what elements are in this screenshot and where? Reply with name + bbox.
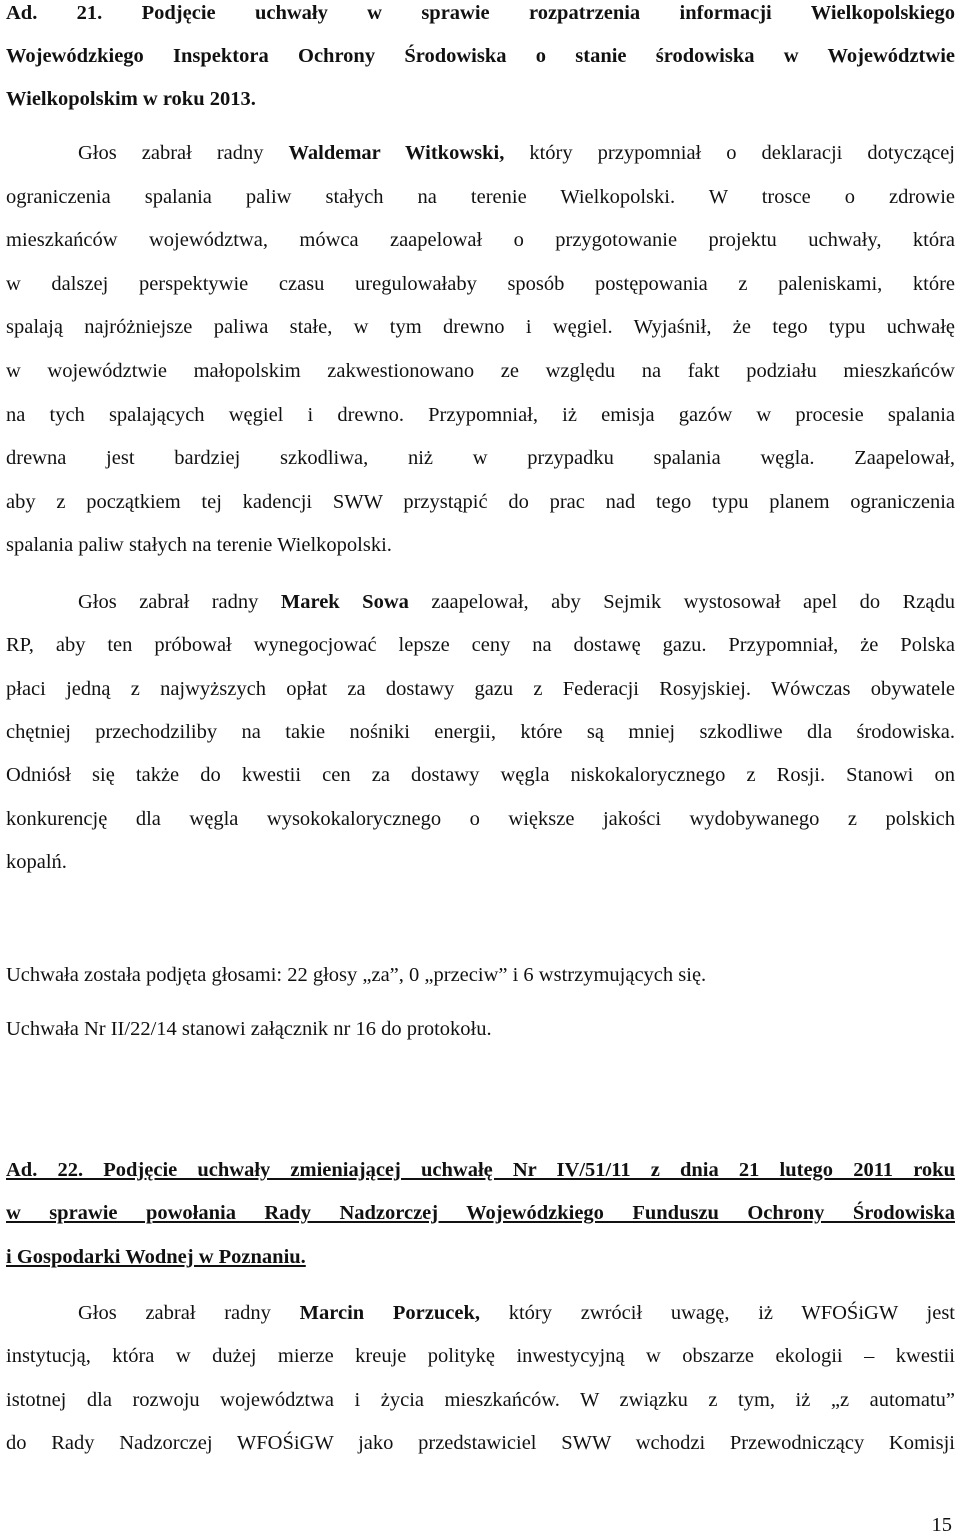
ad21-p1-line-5: spalają najróżniejsze paliwa stałe, w tym drewno i węgiel. Wyjaśnił, że tego typu uchwałę [6,316,955,338]
ad22-heading-line-3: i Gospodarki Wodnej w Poznaniu. [6,1246,306,1268]
ad22-p1-line-4: do Rady Nadzorczej WFOŚiGW jako przedstawiciel SWW wchodzi Przewodniczący Komisji [6,1432,955,1454]
ad21-p1-line-10: spalania paliw stałych na terenie Wielkopolski. [6,534,392,556]
ad21-p2-line-7: kopalń. [6,851,67,873]
ad21-p1-prefix: Głos zabrał radny [78,142,289,164]
ad21-p1-line-9: aby z początkiem tej kadencji SWW przystąpić do prac nad tego typu planem ograniczenia [6,491,955,513]
ad21-p2-suffix: zaapelował, aby Sejmik wystosował apel do Rządu [408,591,955,613]
ad22-heading-line-2: w sprawie powołania Rady Nadzorczej Wojewódzkiego Funduszu Ochrony Środowiska [6,1202,955,1224]
ad22-p1-line-3: istotnej dla rozwoju województwa i życia mieszkańców. W związku z tym, iż „z automatu” [6,1389,955,1411]
ad21-p1-suffix: który przypomniał o deklaracji dotyczącej [504,142,955,164]
ad21-p1-line-7: na tych spalających węgiel i drewno. Przypomniał, iż emisja gazów w procesie spalania [6,404,955,426]
speaker-name: Waldemar Witkowski, [288,142,505,164]
ad21-p2-line-4: chętniej przechodziliby na takie nośniki energii, które są mniej szkodliwe dla środowiska. [6,721,955,743]
ad21-p1-line-4: w dalszej perspektywie czasu uregulowałaby sposób postępowania z paleniskami, które [6,273,955,295]
ad21-p2-line-1 [78,589,955,615]
ad22-p1-prefix: Głos zabrał radny [78,1302,300,1324]
ad21-heading-line-1: Ad. 21. Podjęcie uchwały w sprawie rozpatrzenia informacji Wielkopolskiego [6,2,955,24]
ad21-p1-line-6: w województwie małopolskim zakwestionowano ze względu na fakt podziału mieszkańców [6,360,955,382]
resolution-reference: Uchwała Nr II/22/14 stanowi załącznik nr 16 do protokołu. [6,1018,492,1040]
ad22-heading-line-1: Ad. 22. Podjęcie uchwały zmieniającej uchwałę Nr IV/51/11 z dnia 21 lutego 2011 roku [6,1159,955,1181]
ad21-p1-line-2: ograniczenia spalania paliw stałych na terenie Wielkopolski. W trosce o zdrowie [6,186,955,208]
ad21-p1-line-8: drewna jest bardziej szkodliwa, niż w przypadku spalania węgla. Zaapelował, [6,447,955,469]
ad22-p1-suffix: który zwrócił uwagę, iż WFOŚiGW jest [479,1302,955,1324]
ad21-p1-line-3: mieszkańców województwa, mówca zaapelował o przygotowanie projektu uchwały, która [6,229,955,251]
ad21-p2-line-6: konkurencję dla węgla wysokokalorycznego o większe jakości wydobywanego z polskich [6,808,955,830]
ad21-p2-prefix: Głos zabrał radny [78,591,281,613]
ad21-heading-line-2: Wojewódzkiego Inspektora Ochrony Środowiska o stanie środowiska w Województwie [6,45,955,67]
vote-result: Uchwała została podjęta głosami: 22 głosy „za”, 0 „przeciw” i 6 wstrzymujących się. [6,964,707,986]
page-number: 15 [931,1514,952,1536]
ad22-p1-line-2: instytucją, która w dużej mierze kreuje politykę inwestycyjną w obszarze ekologii – kwestii [6,1345,955,1367]
ad21-p2-line-2: RP, aby ten próbował wynegocjować lepsze ceny na dostawę gazu. Przypomniał, że Polska [6,634,955,656]
ad21-heading-line-3: Wielkopolskim w roku 2013. [6,88,256,110]
ad21-p1-line-1 [78,140,955,166]
speaker-name: Marcin Porzucek, [299,1302,480,1324]
speaker-name: Marek Sowa [280,591,409,613]
ad21-p2-line-3: płaci jedną z najwyższych opłat za dostawy gazu z Federacji Rosyjskiej. Wówczas obywatele [6,678,955,700]
ad21-p2-line-5: Odniósł się także do kwestii cen za dostawy węgla niskokalorycznego z Rosji. Stanowi on [6,764,955,786]
ad22-p1-line-1 [78,1300,955,1326]
